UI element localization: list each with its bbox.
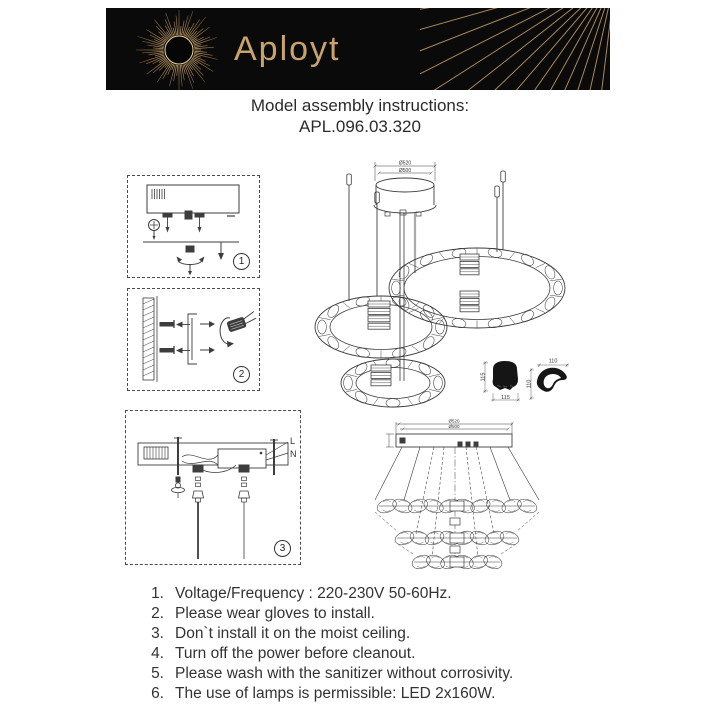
- step-2-badge: 2: [233, 366, 250, 383]
- note-text: Don`t install it on the moist ceiling.: [175, 625, 411, 642]
- step-3-badge: 3: [274, 540, 291, 557]
- note-number: 4.: [151, 645, 164, 662]
- note-text: Turn off the power before cleanout.: [175, 645, 416, 662]
- note-text: Voltage/Frequency : 220-230V 50-60Hz.: [175, 585, 452, 602]
- step-1-diagram: [127, 175, 260, 278]
- canopy-diameter-dim: Ø520: [398, 160, 412, 167]
- elev-canopy-dim: Ø520: [448, 418, 460, 424]
- step-1-badge: 1: [233, 253, 250, 270]
- brand-logo-text: Aployt: [234, 30, 341, 68]
- neutral-wire-label: N: [290, 449, 297, 459]
- note-number: 3.: [151, 625, 164, 642]
- note-number: 6.: [151, 685, 164, 702]
- note-item: [142, 604, 612, 624]
- crystal-front-detail: [493, 361, 518, 390]
- note-number: 5.: [151, 665, 164, 682]
- brand-banner: [106, 8, 610, 90]
- live-wire-label: L: [290, 436, 296, 446]
- step-3-diagram: [125, 410, 301, 565]
- chandelier-elevation-drawing: [358, 414, 580, 584]
- crystal-front-width-dim: 115: [501, 394, 510, 401]
- crystal-side-detail: [537, 368, 567, 392]
- note-item: [142, 644, 612, 664]
- note-text: Please wash with the sanitizer without corrosivity.: [175, 665, 514, 682]
- wiring-diagram-icon: [126, 411, 299, 563]
- note-text: Please wear gloves to install.: [175, 605, 375, 622]
- note-text: The use of lamps is permissible: LED 2x160W.: [175, 685, 496, 702]
- crystal-side-width-dim: 110: [548, 358, 558, 365]
- model-number: APL.096.03.320: [299, 117, 421, 136]
- elev-canopy-dim-2: Ø500: [448, 424, 460, 430]
- note-item: [142, 584, 612, 604]
- corner-rays-icon: [420, 8, 610, 90]
- step-2-diagram: [127, 288, 260, 391]
- note-number: 2.: [151, 605, 164, 622]
- note-item: [142, 664, 612, 684]
- canopy-diameter-dim-2: Ø500: [398, 167, 412, 174]
- page-title: Model assembly instructions:: [250, 96, 470, 115]
- crystal-front-height-dim: 115: [480, 372, 487, 382]
- note-number: 1.: [151, 585, 164, 602]
- sunburst-logo-icon: [134, 10, 224, 90]
- chandelier-perspective-drawing: [305, 155, 590, 410]
- note-item: [142, 624, 612, 644]
- safety-notes-list: [142, 584, 612, 704]
- note-item: [142, 684, 612, 704]
- crystal-side-height-dim: 110: [526, 379, 533, 389]
